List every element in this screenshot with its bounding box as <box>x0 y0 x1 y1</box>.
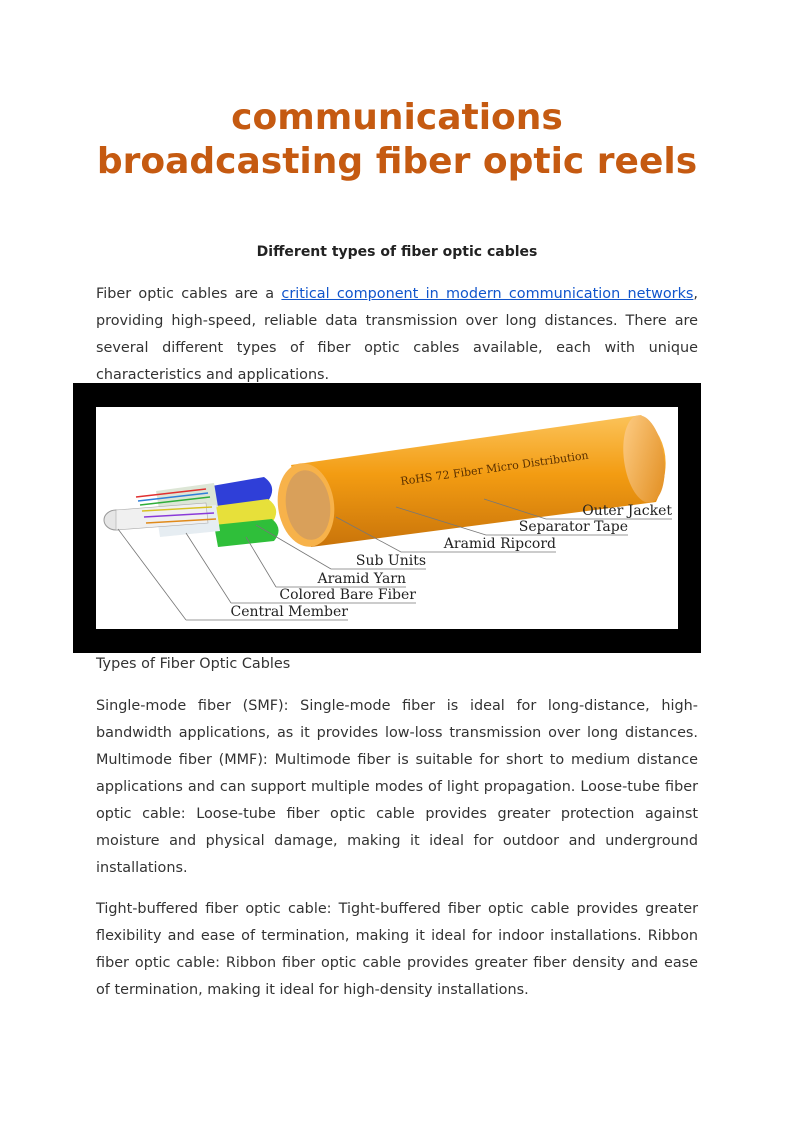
label-central-member: Central Member <box>230 604 348 620</box>
intro-text-end: , providing high-speed, reliable data transmission over long distances. There are several different types of fiber optic cables available, each with unique characteristics and applications. <box>96 286 698 383</box>
page-title: communications broadcasting fiber optic reels <box>96 97 698 182</box>
label-sub-units: Sub Units <box>355 553 426 569</box>
section-caption: Types of Fiber Optic Cables <box>96 656 291 672</box>
fiber-types-paragraph-1: Single-mode fiber (SMF): Single-mode fiber is ideal for long-distance, high-bandwidth applications, as it provides low-loss transmission over long distances. Multimode fiber (MMF): Multimode fiber is suitable for short to medium distance applications and can support multiple modes of light propagation. Loose-tube fiber optic cable: Loose-tube fiber optic cable provides greater protection against moisture and physical damage, making it ideal for outdoor and underground installations. <box>96 698 698 876</box>
label-aramid-yarn: Aramid Yarn <box>317 571 406 587</box>
fiber-cable-illustration <box>96 407 678 629</box>
fiber-cable-diagram <box>96 407 678 629</box>
page-subtitle: Different types of fiber optic cables <box>256 244 538 260</box>
label-colored-bare-fiber: Colored Bare Fiber <box>279 587 416 603</box>
critical-component-link[interactable]: critical component in modern communication networks <box>281 286 694 302</box>
jacket-print-text: RoHS 72 Fiber Micro Distribution <box>399 448 590 488</box>
label-outer-jacket: Outer Jacket <box>582 503 672 519</box>
fiber-cable-figure <box>73 383 701 653</box>
intro-text-start: Fiber optic cables are a <box>96 286 282 302</box>
fiber-types-paragraph-2: Tight-buffered fiber optic cable: Tight-buffered fiber optic cable provides greater flexibility and ease of termination, making it ideal for indoor installations. Ribbon fiber optic cable: Ribbon fiber optic cable provides greater fiber density and ease of termination, making it ideal for high-density installations. <box>96 901 698 998</box>
label-separator-tape: Separator Tape <box>518 519 628 535</box>
intro-paragraph <box>96 281 698 389</box>
label-aramid-ripcord: Aramid Ripcord <box>443 536 556 552</box>
